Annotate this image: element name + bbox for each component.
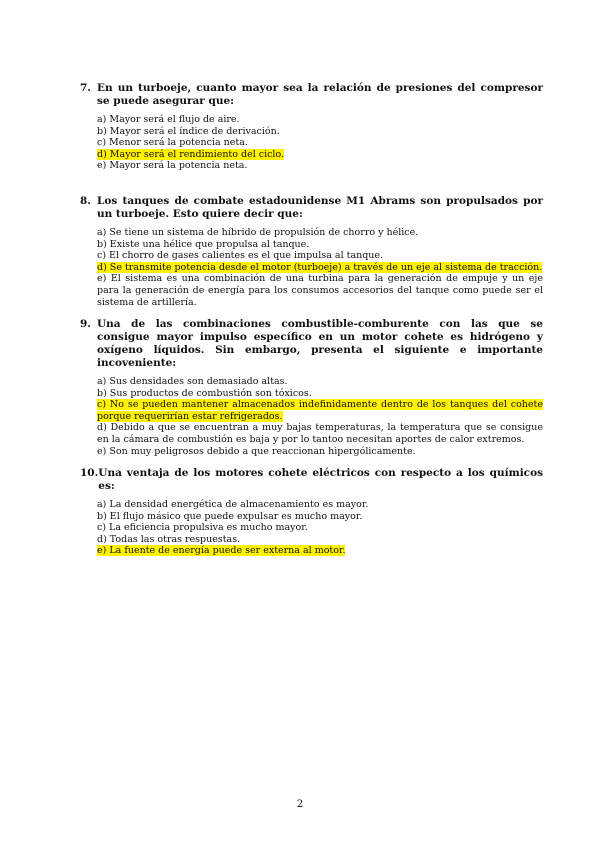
question-text: En un turboeje, cuanto mayor sea la relación de presiones del compresor se puede asegurar que: bbox=[97, 82, 543, 107]
answer-c-highlighted: c) No se pueden mantener almacenados indefinidamente dentro de los tanques del cohete porque requerirían estar refrigerados. bbox=[97, 399, 543, 422]
answer-e: e) Son muy peligrosos debido a que reaccionan hipergólicamente. bbox=[97, 445, 416, 457]
answer-c: c) El chorro de gases calientes es el que impulsa al tanque. bbox=[97, 250, 384, 262]
answer-a: a) La densidad energética de almacenamiento es mayor. bbox=[97, 499, 369, 510]
question-header bbox=[80, 318, 543, 370]
answer-d-highlighted: d) Se transmite potencia desde el motor (turboeje) a través de un eje al sistema de tracción. bbox=[97, 261, 543, 273]
answer-b: b) Sus productos de combustión son tóxicos. bbox=[97, 387, 312, 399]
question-number: 8. bbox=[80, 195, 91, 207]
answer-list bbox=[97, 227, 543, 308]
answer-d: d) Todas las otras respuestas. bbox=[97, 533, 241, 545]
question-9 bbox=[80, 318, 543, 457]
question-text: Una de las combinaciones combustible-comburente con las que se consigue mayor impulso específico en un motor cohete es hidrógeno y oxígeno líquidos. Sin embargo, presenta el siguiente e importante incoveniente: bbox=[97, 318, 543, 369]
question-header bbox=[80, 195, 543, 221]
answer-c: c) Menor será la potencia neta. bbox=[97, 137, 248, 149]
question-7 bbox=[80, 82, 543, 172]
answer-e-highlighted: e) La fuente de energía puede ser externa al motor. bbox=[97, 545, 346, 557]
answer-d-highlighted: d) Mayor será el rendimiento del ciclo. bbox=[97, 148, 285, 160]
question-number: 10. bbox=[80, 467, 99, 479]
answer-list bbox=[97, 114, 543, 172]
question-10 bbox=[80, 467, 543, 557]
answer-a: a) Sus densidades son demasiado altas. bbox=[97, 376, 288, 387]
answer-a: a) Mayor será el flujo de aire. bbox=[97, 114, 240, 125]
question-text: Los tanques de combate estadounidense M1 Abrams son propulsados por un turboeje. Esto quiere decir que: bbox=[97, 195, 543, 220]
answer-a: a) Se tiene un sistema de híbrido de propulsión de chorro y hélice. bbox=[97, 227, 419, 238]
answer-list bbox=[97, 376, 543, 457]
answer-d: d) Debido a que se encuentran a muy bajas temperaturas, la temperatura que se consigue en la cámara de combustión es baja y por lo tantoo necesitan aportes de calor extremos. bbox=[97, 422, 543, 445]
answer-e: e) El sistema es una combinación de una turbina para la generación de empuje y un eje para la generación de energía para los consumos accesorios del tanque como puede ser el sistema de artillería. bbox=[97, 273, 543, 308]
answer-b: b) El flujo másico que puede expulsar es mucho mayor. bbox=[97, 510, 363, 522]
question-number: 7. bbox=[80, 82, 91, 94]
answer-b: b) Mayor será el índice de derivación. bbox=[97, 125, 280, 137]
answer-c: c) La eficiencia propulsiva es mucho mayor. bbox=[97, 522, 308, 534]
question-number: 9. bbox=[80, 318, 91, 330]
question-text: Una ventaja de los motores cohete eléctricos con respecto a los químicos es: bbox=[98, 467, 543, 492]
question-8 bbox=[80, 195, 543, 308]
answer-b: b) Existe una hélice que propulsa al tanque. bbox=[97, 238, 310, 250]
question-header bbox=[80, 82, 543, 108]
answer-e: e) Mayor será la potencia neta. bbox=[97, 160, 248, 172]
answer-list bbox=[97, 499, 543, 557]
page-number: 2 bbox=[296, 799, 304, 810]
question-header bbox=[80, 467, 543, 493]
